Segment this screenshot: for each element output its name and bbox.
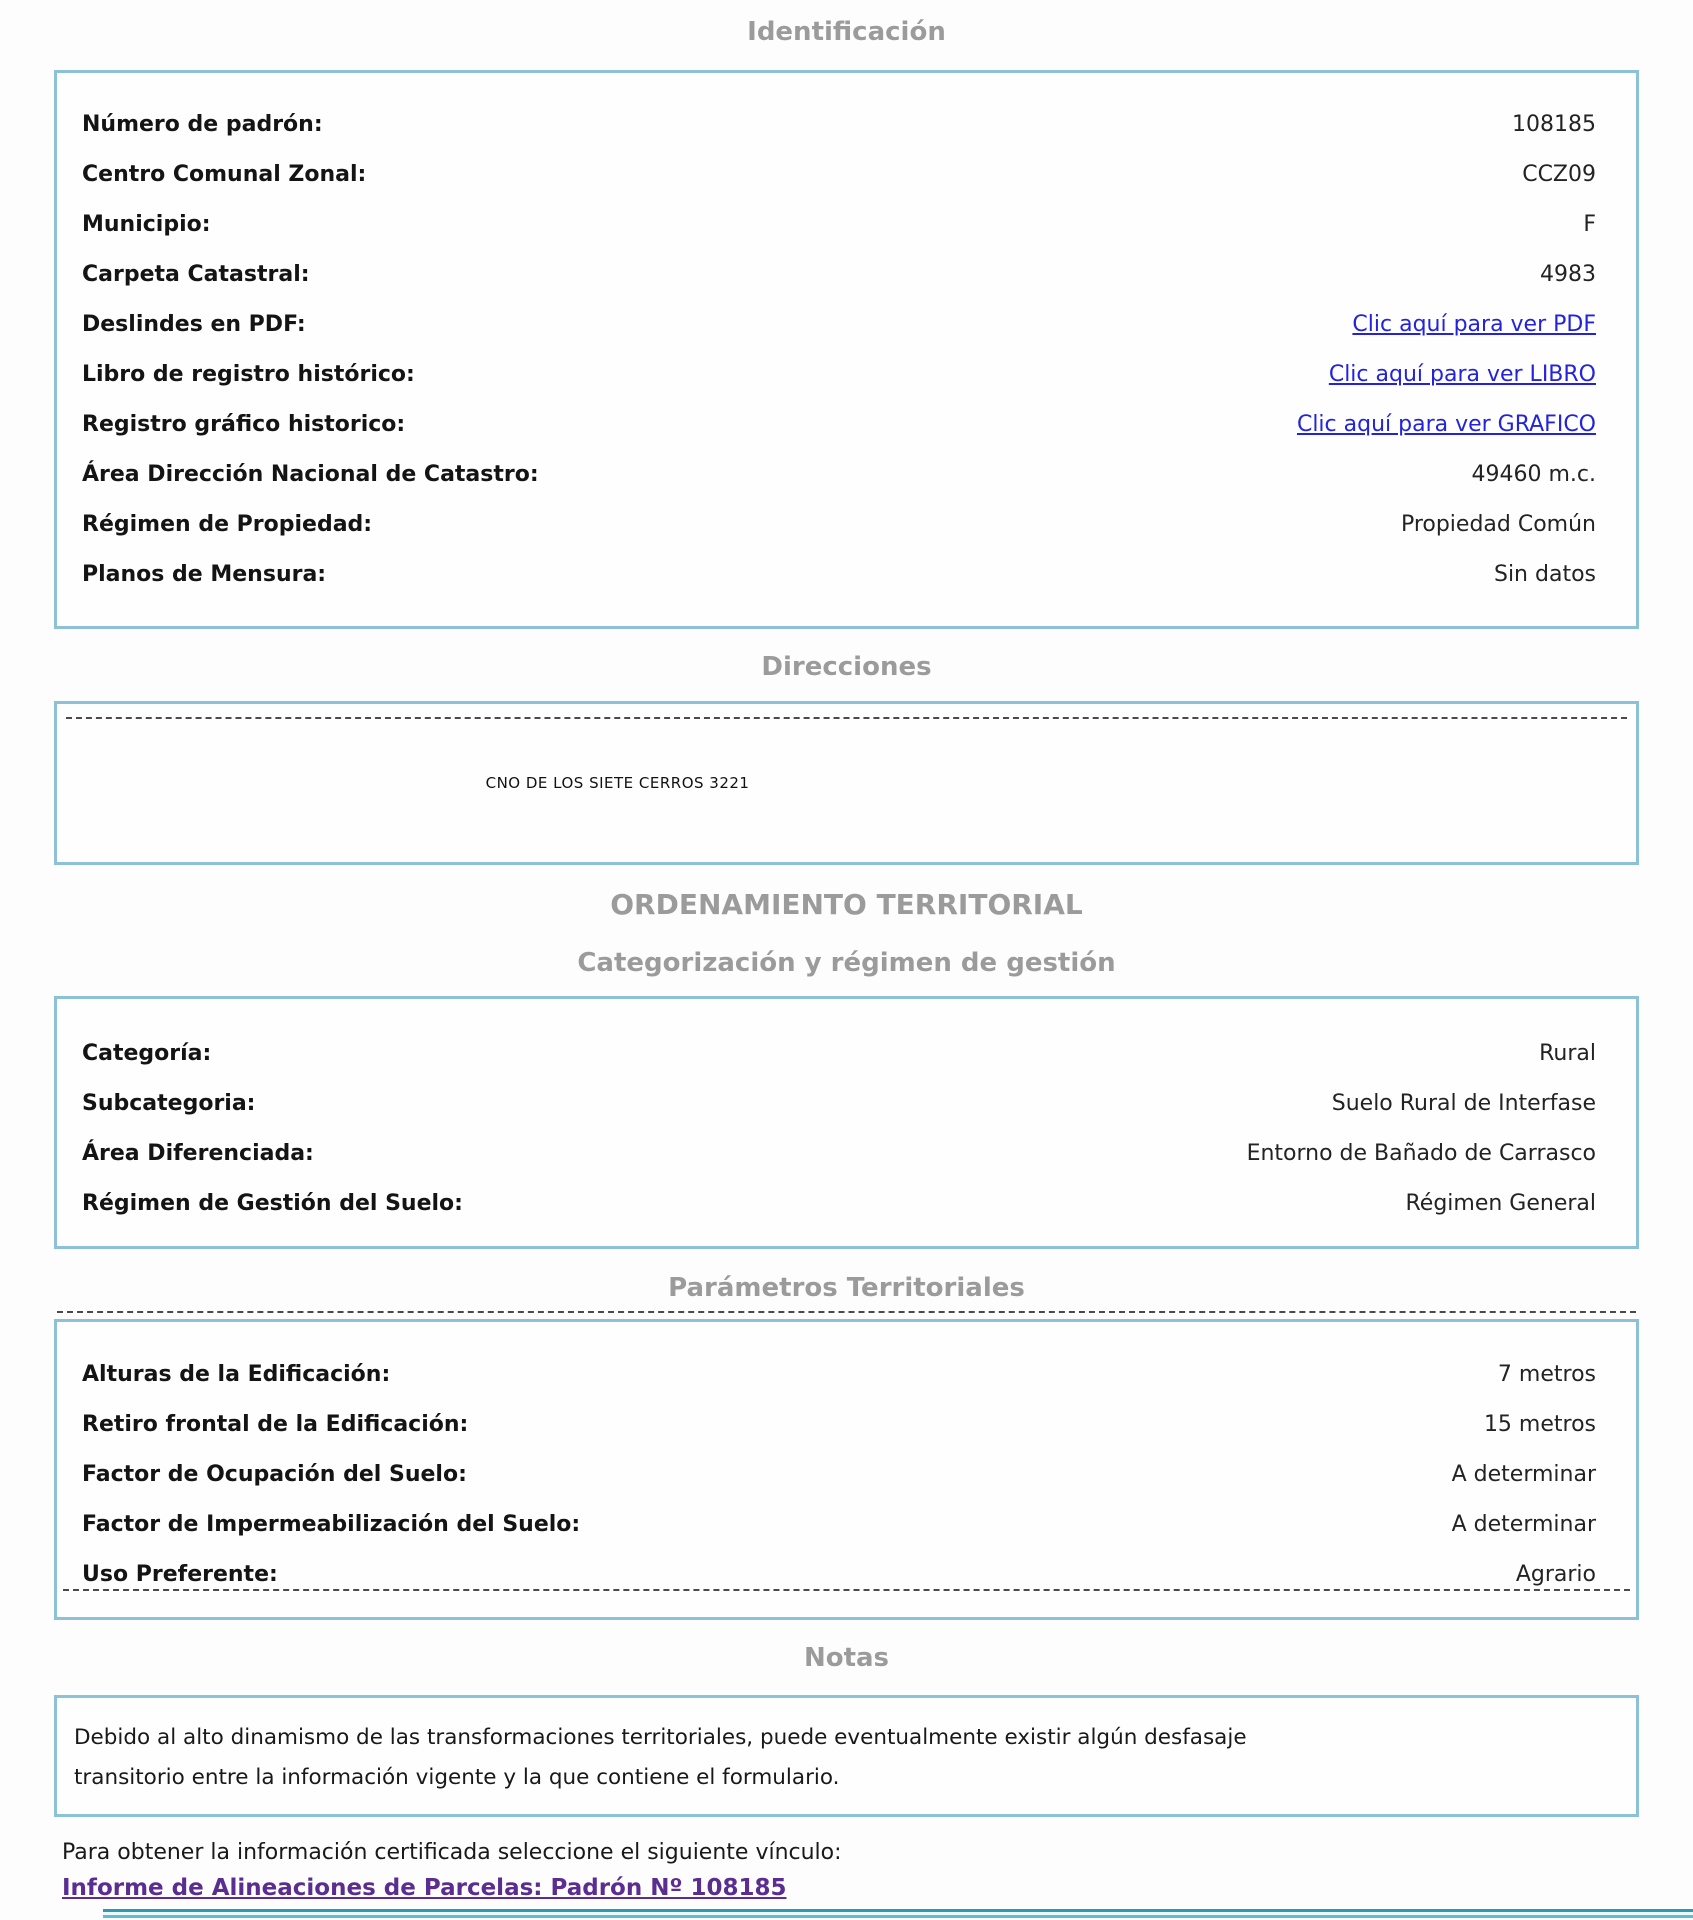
- field-label-categoria: Categoría:: [82, 1040, 212, 1066]
- section-title-ordenamiento: ORDENAMIENTO TERRITORIAL: [610, 888, 1083, 921]
- table-row: [82, 1449, 1596, 1499]
- field-value-regimen-propiedad: Propiedad Común: [1400, 511, 1596, 537]
- bottom-divider: [103, 1909, 1693, 1918]
- field-value-numero-padron: 108185: [1512, 111, 1596, 137]
- certified-info-prompt: Para obtener la información certificada seleccione el siguiente vínculo:: [62, 1840, 842, 1865]
- table-row: [82, 1499, 1596, 1549]
- categorizacion-panel: [54, 996, 1639, 1249]
- field-label-municipio: Municipio:: [82, 211, 211, 237]
- section-title-direcciones: Direcciones: [761, 652, 932, 682]
- field-label-alturas: Alturas de la Edificación:: [82, 1361, 391, 1387]
- field-label-area-diferenciada: Área Diferenciada:: [82, 1140, 314, 1166]
- deslindes-pdf-link[interactable]: Clic aquí para ver PDF: [1352, 311, 1596, 337]
- table-row: [82, 399, 1596, 449]
- field-value-factor-impermeabilizacion: A determinar: [1451, 1511, 1596, 1537]
- field-value-alturas: 7 metros: [1497, 1361, 1596, 1387]
- table-row: [82, 149, 1596, 199]
- notas-text: Debido al alto dinamismo de las transformaciones territoriales, puede eventualmente existir algún desfasaje transitorio entre la información vigente y la que contiene el formulario.: [74, 1725, 1247, 1790]
- table-row: [82, 1399, 1596, 1449]
- table-row: [82, 99, 1596, 149]
- field-value-area-diferenciada: Entorno de Bañado de Carrasco: [1246, 1140, 1596, 1166]
- field-value-uso-preferente: Agrario: [1515, 1561, 1596, 1587]
- section-separator: [57, 1311, 1636, 1313]
- field-label-uso-preferente: Uso Preferente:: [82, 1561, 278, 1587]
- field-value-retiro-frontal: 15 metros: [1483, 1411, 1596, 1437]
- row-separator: [63, 1589, 1630, 1591]
- field-label-regimen-propiedad: Régimen de Propiedad:: [82, 511, 373, 537]
- field-label-subcategoria: Subcategoria:: [82, 1090, 256, 1116]
- informe-alineaciones-link[interactable]: Informe de Alineaciones de Parcelas: Padrón Nº 108185: [62, 1875, 787, 1901]
- table-row: [82, 499, 1596, 549]
- section-title-notas: Notas: [803, 1643, 890, 1673]
- field-label-deslindes-pdf: Deslindes en PDF:: [82, 311, 306, 337]
- libro-registro-link[interactable]: Clic aquí para ver LIBRO: [1328, 361, 1596, 387]
- section-title-categorizacion: Categorización y régimen de gestión: [577, 948, 1116, 978]
- field-label-area-catastro: Área Dirección Nacional de Catastro:: [82, 461, 539, 487]
- table-row: [82, 1078, 1596, 1128]
- field-value-area-catastro: 49460 m.c.: [1471, 461, 1596, 487]
- field-label-carpeta-catastral: Carpeta Catastral:: [82, 261, 310, 287]
- table-row: [82, 549, 1596, 599]
- field-value-carpeta-catastral: 4983: [1540, 261, 1596, 287]
- table-row: [82, 1349, 1596, 1399]
- field-label-ccz: Centro Comunal Zonal:: [82, 161, 367, 187]
- table-row: [82, 1178, 1596, 1228]
- table-row: [82, 1549, 1596, 1599]
- parametros-panel: [54, 1319, 1639, 1620]
- field-value-planos-mensura: Sin datos: [1493, 561, 1596, 587]
- field-label-factor-impermeabilizacion: Factor de Impermeabilización del Suelo:: [82, 1511, 581, 1537]
- field-value-ccz: CCZ09: [1522, 161, 1596, 187]
- address-row: [57, 704, 1178, 862]
- direcciones-panel: [54, 701, 1639, 865]
- registro-grafico-link[interactable]: Clic aquí para ver GRAFICO: [1296, 411, 1596, 437]
- field-value-municipio: F: [1583, 211, 1596, 237]
- field-label-factor-ocupacion: Factor de Ocupación del Suelo:: [82, 1461, 467, 1487]
- table-row: [82, 299, 1596, 349]
- table-row: [82, 449, 1596, 499]
- section-title-identificacion: Identificación: [747, 17, 946, 47]
- field-label-libro-registro: Libro de registro histórico:: [82, 361, 415, 387]
- address-text: CNO DE LOS SIETE CERROS 3221: [485, 774, 750, 792]
- field-value-regimen-gestion: Régimen General: [1405, 1190, 1596, 1216]
- field-value-subcategoria: Suelo Rural de Interfase: [1331, 1090, 1596, 1116]
- field-value-categoria: Rural: [1539, 1040, 1596, 1066]
- table-row: [82, 349, 1596, 399]
- field-label-numero-padron: Número de padrón:: [82, 111, 323, 137]
- table-row: [82, 249, 1596, 299]
- field-label-registro-grafico: Registro gráfico historico:: [82, 411, 406, 437]
- identificacion-panel: [54, 70, 1639, 629]
- table-row: [82, 199, 1596, 249]
- notas-panel: [54, 1695, 1639, 1817]
- field-label-retiro-frontal: Retiro frontal de la Edificación:: [82, 1411, 469, 1437]
- field-value-factor-ocupacion: A determinar: [1451, 1461, 1596, 1487]
- field-label-planos-mensura: Planos de Mensura:: [82, 561, 327, 587]
- section-title-parametros: Parámetros Territoriales: [668, 1273, 1025, 1303]
- table-row: [82, 1128, 1596, 1178]
- table-row: [82, 1028, 1596, 1078]
- field-label-regimen-gestion: Régimen de Gestión del Suelo:: [82, 1190, 463, 1216]
